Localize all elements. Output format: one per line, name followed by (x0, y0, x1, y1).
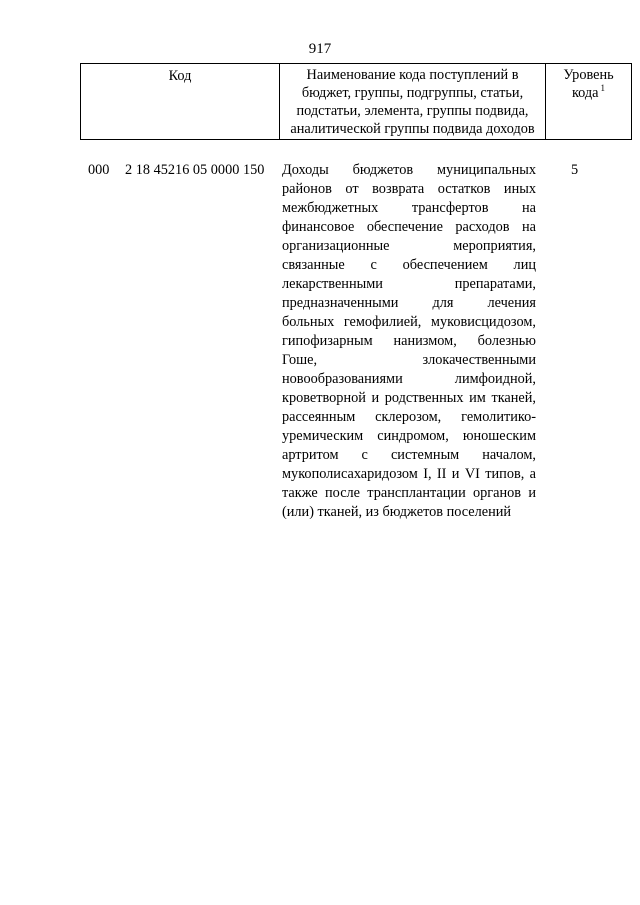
header-name-line: бюджет, группы, подгруппы, статьи, (301, 85, 524, 101)
income-name-line: предназначенными для лечения (282, 295, 536, 311)
header-level-line (549, 84, 628, 102)
income-name-line: кроветворной и родственных им тканей, (282, 390, 536, 406)
income-name-line: мукополисахаридозом I, II и VI типов, а (282, 466, 536, 482)
header-name-line: аналитической группы подвида доходов (290, 121, 535, 137)
page-number: 917 (308, 41, 332, 57)
income-name-line: районов от возврата остатков иных (282, 181, 536, 197)
income-name-line: больных гемофилией, муковисцидозом, (282, 314, 536, 330)
income-name-line: (или) тканей, из бюджетов поселений (282, 504, 512, 520)
classification-code: 2 18 45216 05 0000 150 (125, 162, 265, 178)
income-name-line: рассеянным склерозом, гемолитико- (282, 409, 536, 425)
income-name-line: финансовое обеспечение расходов на (282, 219, 536, 235)
admin-code: 000 (88, 162, 110, 178)
header-name-line: подстатьи, элемента, группы подвида, (296, 103, 529, 119)
header-code-cell (81, 64, 280, 140)
table-header (80, 63, 632, 140)
header-name-line: Наименование кода поступлений в (306, 67, 519, 83)
income-name (282, 161, 536, 522)
footnote-marker: 1 (600, 83, 606, 94)
header-level-cell (546, 64, 632, 140)
income-name-line: лекарственными препаратами, (282, 276, 536, 292)
income-name-line: межбюджетных трансфертов на (282, 200, 536, 216)
income-name-line: гипофизарным нанизмом, болезнью (282, 333, 536, 349)
income-name-line: организационные мероприятия, (282, 238, 536, 254)
income-name-line: Доходы бюджетов муниципальных (282, 162, 536, 178)
header-code-label: Код (168, 68, 192, 84)
income-name-line: Гоше, злокачественными (282, 352, 536, 368)
header-name-cell (280, 64, 546, 140)
table-row (80, 161, 610, 521)
income-name-line: связанные с обеспечением лиц (282, 257, 536, 273)
code-level: 5 (571, 162, 579, 178)
income-name-line: артритом с системным началом, (282, 447, 536, 463)
income-name-line: уремическим синдромом, юношеским (282, 428, 536, 444)
header-level-line: Уровень (563, 67, 614, 83)
income-name-line: также после трансплантации органов и (282, 485, 536, 501)
income-name-line: новообразованиями лимфоидной, (282, 371, 536, 387)
header-level-label: кода (571, 85, 599, 101)
